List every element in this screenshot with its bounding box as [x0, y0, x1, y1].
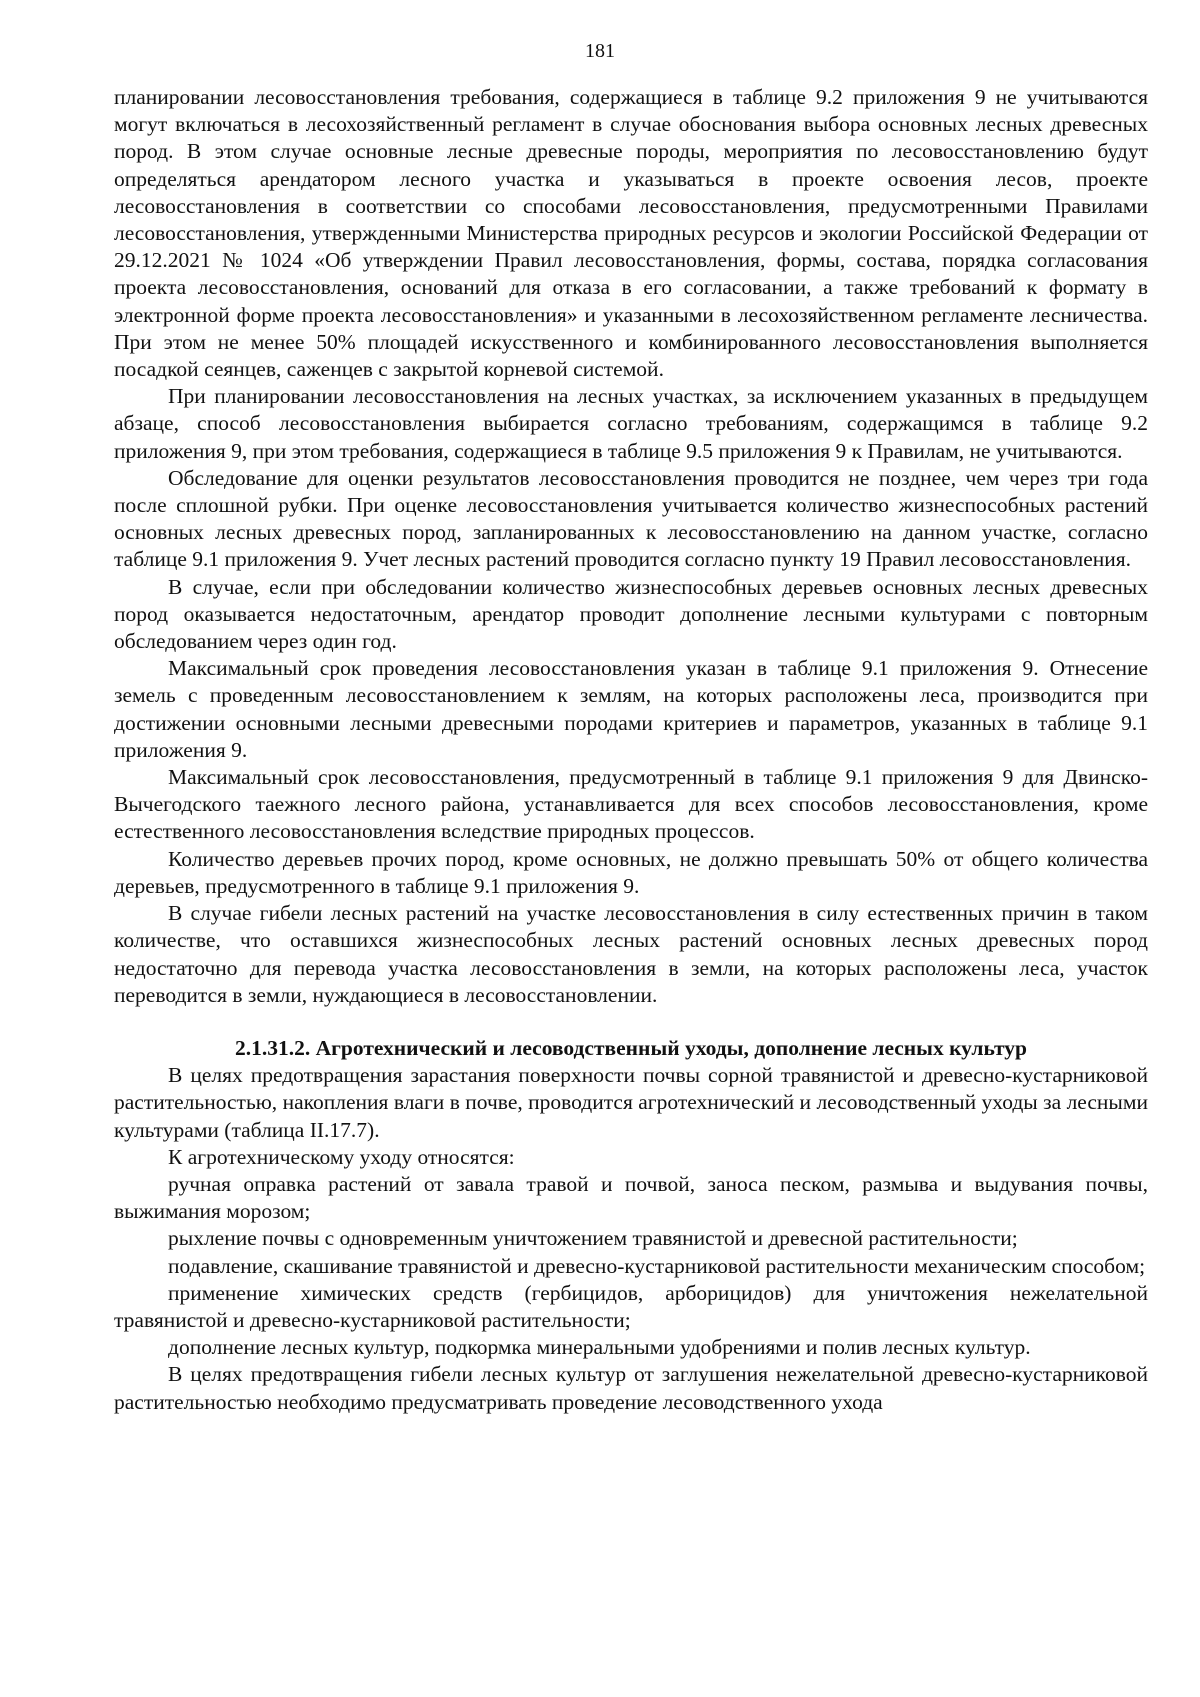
section-paragraph: К агротехническому уходу относятся: [168, 1144, 515, 1169]
paragraph-continued: планировании лесовосстановления требования, содержащиеся в таблице 9.2 приложения 9 не учитываются могут включаться в лесохозяйственный регламент в случае обоснования выбора основных лесных древесных пород. В этом случае основные лесные древесные породы, мероприятия по лесовосстановлению будут определяться арендатором лесного участка и указываться в проекте освоения лесов, проекте лесовосстановления в соответствии со способами лесовосстановления, предусмотренными Правилами лесовосстановления, утвержденными Министерства природных ресурсов и экологии Российской Федерации от 29.12.2021 № 1024 «Об утверждении Правил лесовосстановления, формы, состава, порядка согласования проекта лесовосстановления, оснований для отказа в его согласовании, а также требований к формату в электронной форме проекта лесовосстановления» и указанными в лесохозяйственном регламенте лесничества. При этом не менее 50% площадей искусственного и комбинированного лесовосстановления выполняется посадкой сеянцев, саженцев с закрытой корневой системой. [114, 85, 1148, 382]
document-body [114, 84, 1148, 1416]
list-item: дополнение лесных культур, подкормка минеральными удобрениями и полив лесных культур. [168, 1335, 1031, 1360]
paragraph: Обследование для оценки результатов лесовосстановления проводится не позднее, чем через три года после сплошной рубки. При оценке лесовосстановления учитывается количество жизнеспособных растений основных лесных древесных пород, запланированных к лесовосстановлению на данном участке, согласно таблице 9.1 приложения 9. Учет лесных растений проводится согласно пункту 19 Правил лесовосстановления. [114, 465, 1148, 572]
section-paragraph: В целях предотвращения гибели лесных культур от заглушения нежелательной древесно-кустарниковой растительностью необходимо предусматривать проведение лесоводственного ухода [114, 1362, 1148, 1414]
paragraph: Количество деревьев прочих пород, кроме основных, не должно превышать 50% от общего количества деревьев, предусмотренного в таблице 9.1 приложения 9. [114, 846, 1148, 898]
section-heading: 2.1.31.2. Агротехнический и лесоводственный уходы, дополнение лесных культур [235, 1035, 1027, 1060]
list-item: ручная оправка растений от завала травой и почвой, заноса песком, размыва и выдувания почвы, выжимания морозом; [114, 1171, 1148, 1224]
paragraph: При планировании лесовосстановления на лесных участках, за исключением указанных в предыдущем абзаце, способ лесовосстановления выбирается согласно требованиям, содержащимся в таблице 9.2 приложения 9, при этом требования, содержащиеся в таблице 9.5 приложения 9 к Правилам, не учитываются. [114, 384, 1148, 463]
list-item: применение химических средств (гербицидов, арборицидов) для уничтожения нежелательной травянистой и древесно-кустарниковой растительности; [114, 1280, 1148, 1332]
section-paragraph: В целях предотвращения зарастания поверхности почвы сорной травянистой и древесно-кустарниковой растительностью, накопления влаги в почве, проводится агротехнический и лесоводственный уходы за лесными культурами (таблица II.17.7). [114, 1063, 1148, 1142]
paragraph: Максимальный срок проведения лесовосстановления указан в таблице 9.1 приложения 9. Отнесение земель с проведенным лесовосстановлением к землям, на которых расположены леса, производится при достижении основными лесными древесными породами критериев и параметров, указанных в таблице 9.1 приложения 9. [114, 656, 1148, 762]
page-number: 181 [585, 40, 615, 62]
list-item: подавление, скашивание травянистой и древесно-кустарниковой растительности механическим способом; [168, 1253, 1146, 1278]
list-item: рыхление почвы с одновременным уничтожением травянистой и древесной растительности; [168, 1226, 1018, 1251]
paragraph: Максимальный срок лесовосстановления, предусмотренный в таблице 9.1 приложения 9 для Двинско-Вычегодского таежного лесного района, устанавливается для всех способов лесовосстановления, кроме естественного лесовосстановления вследствие природных процессов. [114, 765, 1148, 844]
paragraph: В случае, если при обследовании количество жизнеспособных деревьев основных лесных древесных пород оказывается недостаточным, арендатор проводит дополнение лесными культурами с повторным обследованием через один год. [114, 574, 1148, 654]
paragraph: В случае гибели лесных растений на участке лесовосстановления в силу естественных причин в таком количестве, что оставшихся жизнеспособных лесных растений основных лесных древесных пород недостаточно для перевода участка лесовосстановления в земли, на которых расположены леса, участок переводится в земли, нуждающиеся в лесовосстановлении. [114, 901, 1148, 1007]
